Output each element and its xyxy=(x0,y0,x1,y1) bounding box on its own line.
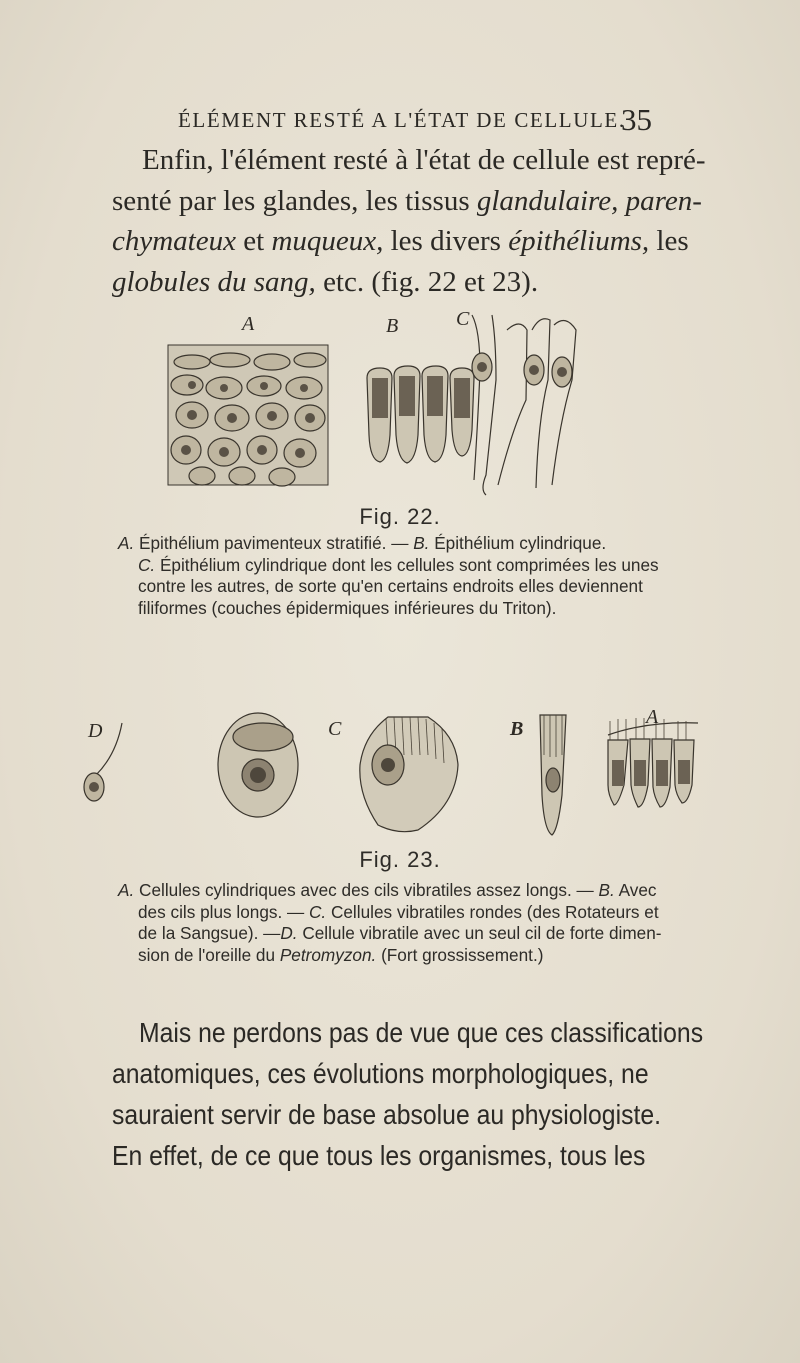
figure-23-label-a: A xyxy=(646,706,659,728)
page-number: 35 xyxy=(621,102,652,137)
figure-22-drawing xyxy=(162,310,622,500)
figure-23-drawing xyxy=(88,706,708,850)
paragraph-line: anatomiques, ces évolutions morphologiques, ne xyxy=(112,1058,649,1089)
figure-23-title: Fig. 23. xyxy=(359,847,441,872)
legend-line: des cils plus longs. — C. Cellules vibratiles rondes (des Rotateurs et xyxy=(138,901,659,922)
paragraph-line: senté par les glandes, les tissus glandulaire, paren- xyxy=(112,184,702,217)
figure-23-label-d: D xyxy=(88,720,103,742)
legend-line: sion de l'oreille du Petromyzon. (Fort grossissement.) xyxy=(138,944,544,965)
legend-line: C. Épithélium cylindrique dont les cellules sont comprimées les unes xyxy=(138,554,659,575)
paragraph-line: globules du sang, etc. (fig. 22 et 23). xyxy=(112,265,539,298)
paragraph-intro xyxy=(112,140,706,302)
paragraph-conclusion xyxy=(112,1012,704,1176)
figure-22-legend xyxy=(118,533,688,619)
legend-line: filiformes (couches épidermiques inférieures du Triton). xyxy=(138,597,557,618)
paragraph-line: En effet, de ce que tous les organismes, tous les xyxy=(112,1140,646,1171)
figure-22-title: Fig. 22. xyxy=(359,504,441,529)
figure-23-label-b: B xyxy=(510,718,524,740)
running-header xyxy=(172,104,652,140)
paragraph-line: Mais ne perdons pas de vue que ces classifications xyxy=(139,1017,704,1048)
legend-line: A. Cellules cylindriques avec des cils vibratiles assez longs. — B. Avec xyxy=(118,880,657,900)
legend-line: de la Sangsue). —D. Cellule vibratile avec un seul cil de forte dimen- xyxy=(138,923,662,943)
paragraph-line: Enfin, l'élément resté à l'état de cellule est repré- xyxy=(142,144,706,176)
figure-23-label-c: C xyxy=(328,718,342,740)
figure-22-illustration xyxy=(162,310,622,500)
figure-22-label-a: A xyxy=(242,313,255,335)
running-title: ÉLÉMENT RESTÉ A L'ÉTAT DE CELLULE. xyxy=(178,108,626,132)
paragraph-line: chymateux et muqueux, les divers épithéliums, les xyxy=(112,225,689,257)
legend-line: contre les autres, de sorte qu'en certains endroits elles deviennent xyxy=(138,576,643,596)
legend-line: A. Épithélium pavimenteux stratifié. — B. Épithélium cylindrique. xyxy=(118,533,607,553)
figure-23-legend xyxy=(118,880,693,966)
paragraph-line: sauraient servir de base absolue au physiologiste. xyxy=(112,1099,661,1130)
figure-22-label-b: B xyxy=(386,315,399,337)
figure-22-label-c: C xyxy=(456,308,470,330)
figure-23-illustration xyxy=(88,706,708,850)
